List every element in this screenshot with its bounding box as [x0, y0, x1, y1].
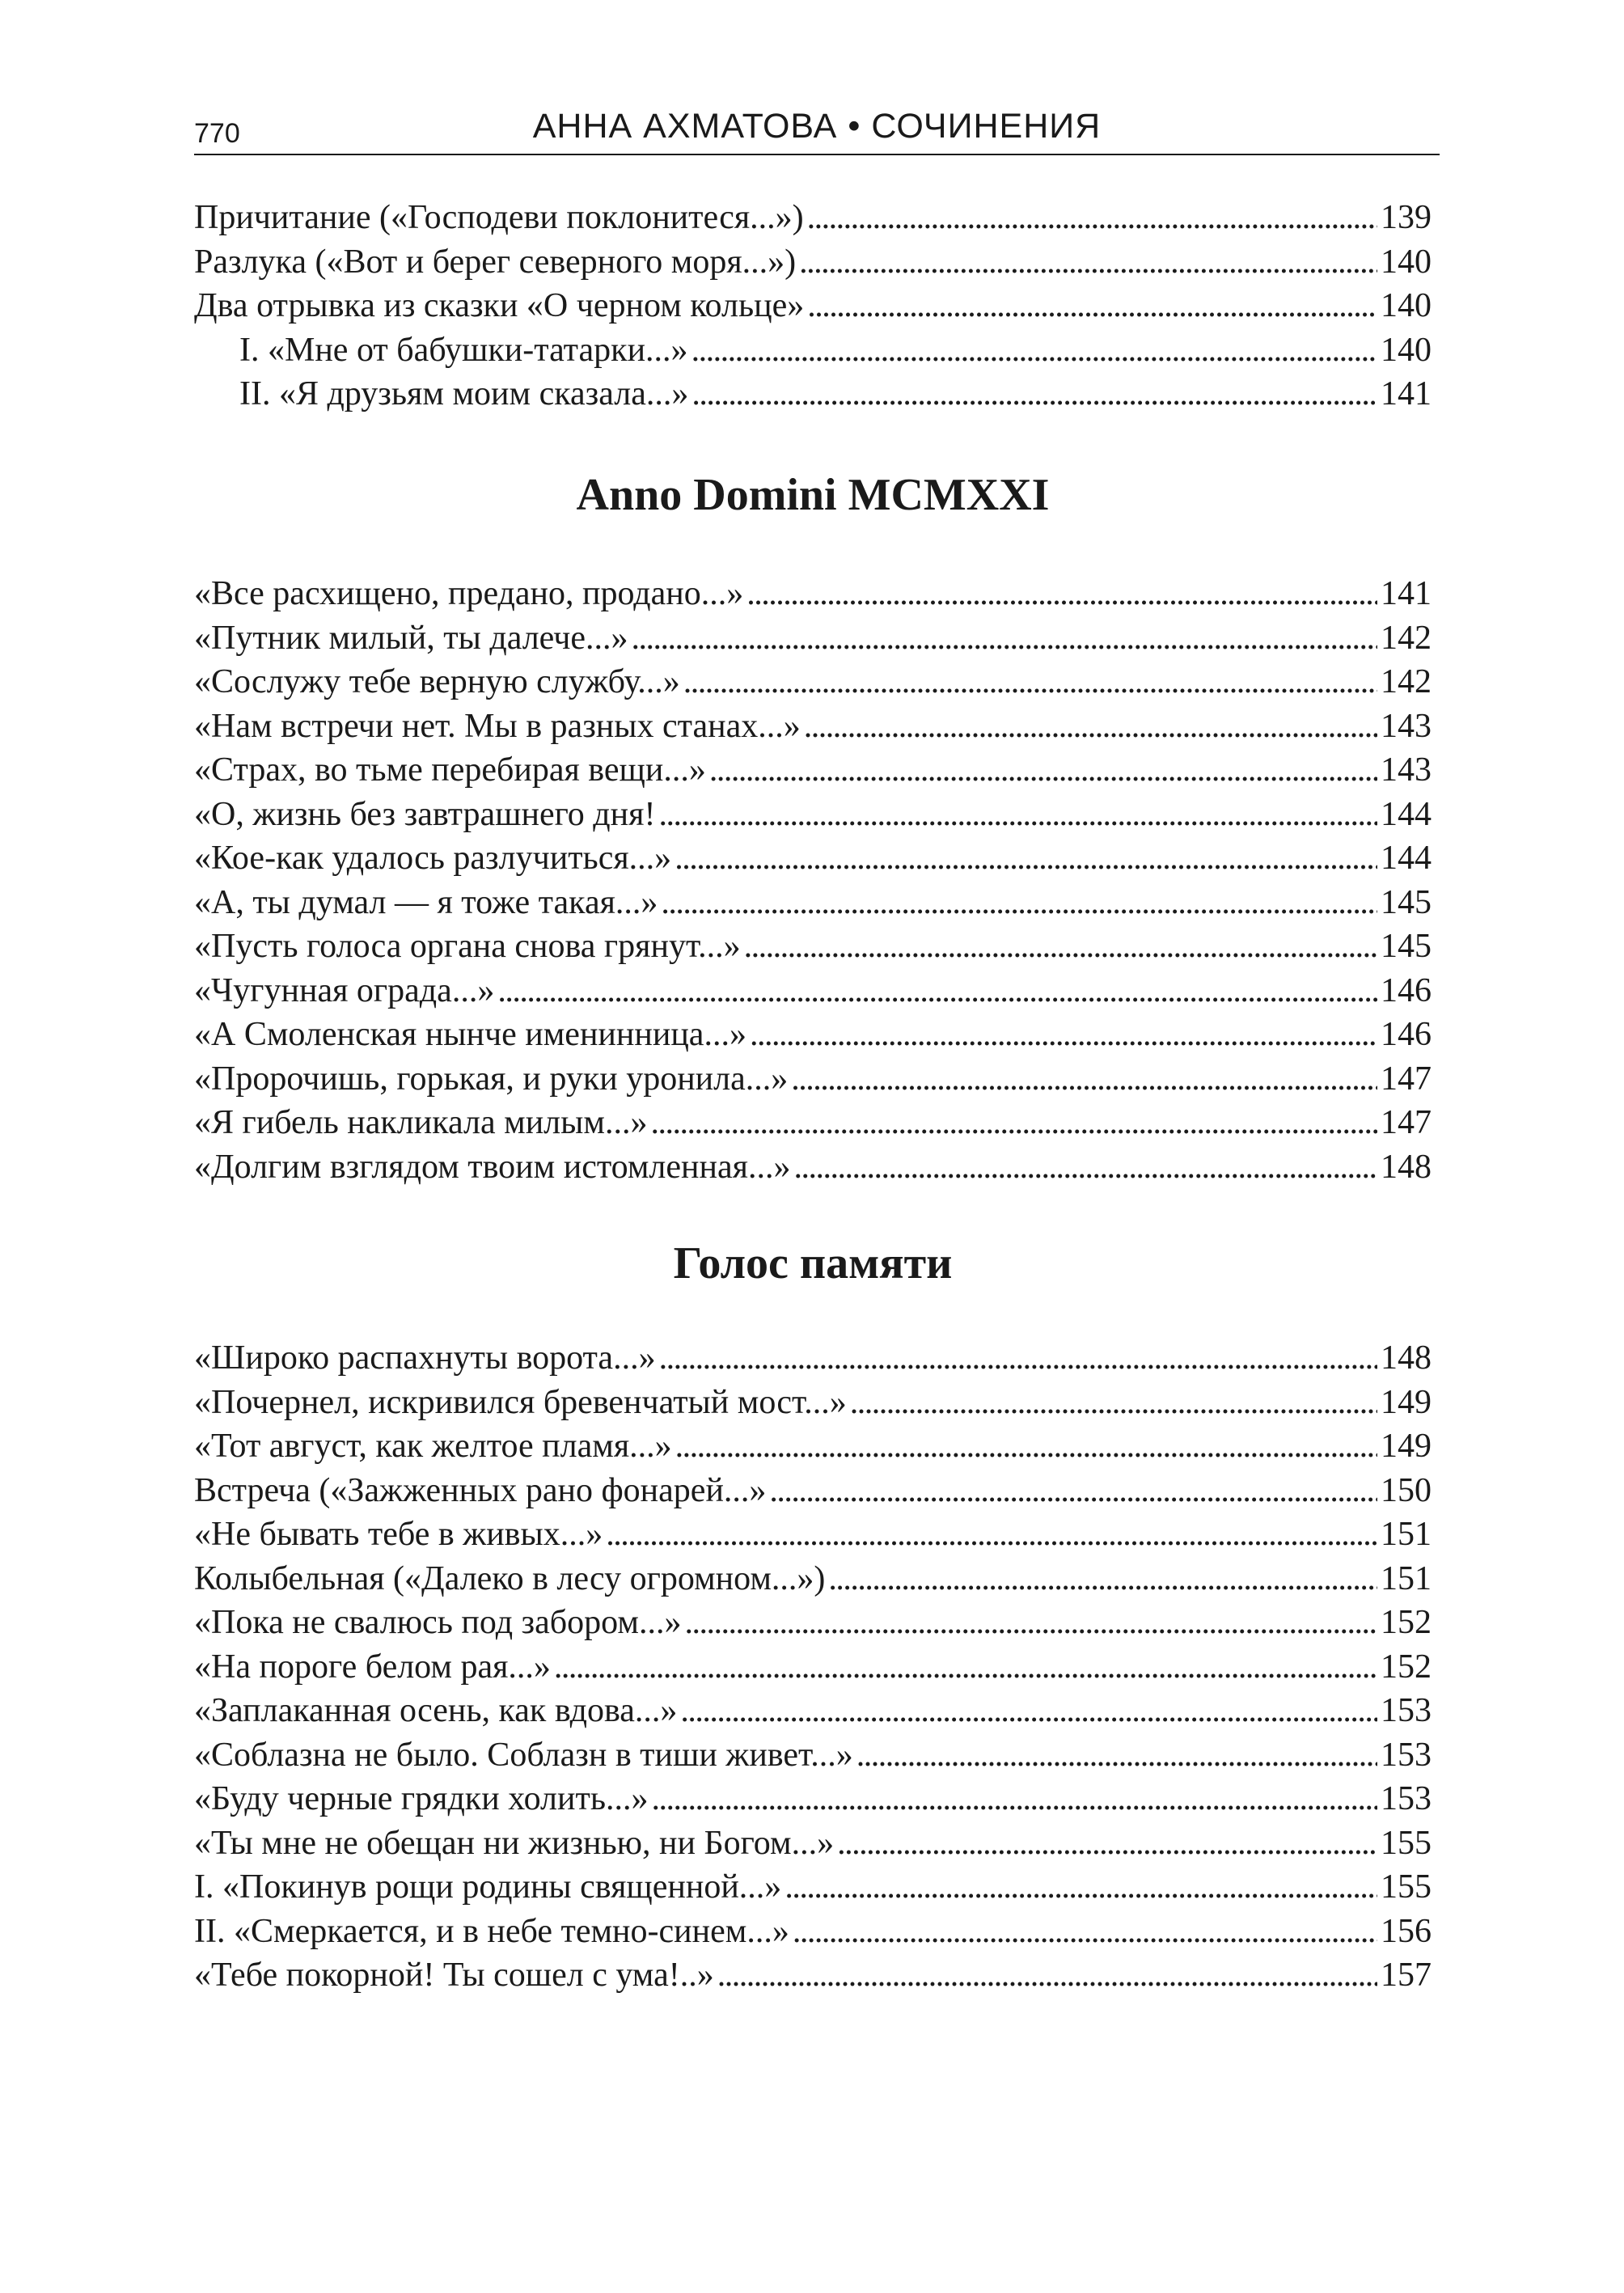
toc-entry	[194, 1912, 1432, 1957]
toc-dot-leader	[675, 839, 1377, 878]
toc-entry	[194, 286, 1432, 331]
toc-dot-leader	[804, 707, 1377, 746]
toc-dot-leader	[651, 1779, 1377, 1818]
toc-entry	[194, 1148, 1432, 1192]
toc-entry	[194, 574, 1432, 619]
toc-entry-page: 150	[1381, 1471, 1432, 1509]
toc-entry-page: 148	[1381, 1339, 1432, 1377]
toc-entry	[194, 751, 1432, 795]
toc-entry-page: 152	[1381, 1604, 1432, 1641]
toc-entry-page: 140	[1381, 243, 1432, 281]
toc-entry-title: «Чугунная ограда...»	[194, 971, 495, 1009]
toc-entry-page: 139	[1381, 199, 1432, 236]
toc-entry	[194, 1103, 1432, 1148]
running-head	[194, 104, 1440, 155]
toc-entry-title: «Путник милый, ты далече...»	[194, 619, 628, 657]
toc-group-continued	[194, 198, 1432, 419]
toc-entry	[194, 1015, 1432, 1060]
toc-entry-page: 141	[1381, 575, 1432, 612]
toc-dot-leader	[828, 1559, 1377, 1598]
toc-entry-page: 145	[1381, 883, 1432, 921]
toc-entry-page: 141	[1381, 375, 1432, 412]
toc-entry-title: Два отрывка из сказки «О черном кольце»	[194, 287, 805, 324]
toc-entry	[194, 1824, 1432, 1868]
toc-entry-title: «Сослужу тебе верную службу...»	[194, 663, 680, 700]
toc-entry-title: «Широко распахнуты ворота...»	[194, 1339, 656, 1377]
toc-entry-page: 146	[1381, 1016, 1432, 1053]
toc-entry	[194, 927, 1432, 971]
toc-entry-page: 151	[1381, 1559, 1432, 1597]
toc-entry-title: II. «Смеркается, и в небе темно-синем...»	[194, 1912, 789, 1950]
toc-entry	[194, 619, 1432, 663]
toc-dot-leader	[837, 1824, 1377, 1863]
toc-entry-page: 147	[1381, 1104, 1432, 1141]
toc-dot-leader	[769, 1471, 1377, 1510]
toc-entry	[194, 1736, 1432, 1780]
toc-dot-leader	[675, 1427, 1377, 1466]
toc-entry	[194, 331, 1432, 375]
toc-entry-title: II. «Я друзьям моим сказала...»	[239, 375, 689, 412]
toc-entry-title: «Соблазна не было. Соблазн в тиши живет...»	[194, 1736, 853, 1774]
toc-entry	[194, 1603, 1432, 1648]
toc-entry	[194, 1956, 1432, 2000]
toc-dot-leader	[709, 751, 1377, 789]
toc-dot-leader	[793, 1148, 1377, 1187]
toc-entry-title: «Нам встречи нет. Мы в разных станах...»	[194, 707, 801, 745]
toc-entry-title: «О, жизнь без завтрашнего дня!	[194, 795, 656, 833]
toc-entry	[194, 243, 1432, 287]
toc-entry-page: 146	[1381, 971, 1432, 1009]
running-title: АННА АХМАТОВА • СОЧИНЕНИЯ	[532, 107, 1102, 146]
toc-entry	[194, 1559, 1432, 1604]
toc-entry-page: 147	[1381, 1060, 1432, 1098]
toc-dot-leader	[691, 374, 1377, 413]
toc-entry	[194, 1060, 1432, 1104]
toc-entry-page: 153	[1381, 1780, 1432, 1817]
toc-entry	[194, 1868, 1432, 1912]
toc-entry-title: «А, ты думал — я тоже такая...»	[194, 883, 658, 921]
toc-entry	[194, 1691, 1432, 1736]
toc-dot-leader	[659, 1339, 1377, 1377]
toc-entry-page: 157	[1381, 1957, 1432, 1994]
toc-entry-title: «Не бывать тебе в живых...»	[194, 1516, 603, 1553]
toc-entry-title: «Кое-как удалось разлучиться...»	[194, 840, 672, 877]
toc-dot-leader	[807, 286, 1377, 325]
toc-entry	[194, 1339, 1432, 1383]
page-number: 770	[194, 118, 240, 149]
toc-dot-leader	[661, 883, 1377, 922]
toc-entry-title: Встреча («Зажженных рано фонарей...»	[194, 1471, 767, 1509]
toc-dot-leader	[717, 1956, 1377, 1995]
toc-dot-leader	[791, 1060, 1377, 1098]
toc-entry-title: Разлука («Вот и берег северного моря...»)	[194, 243, 797, 281]
toc-dot-leader	[793, 1912, 1377, 1951]
toc-entry	[194, 1471, 1432, 1516]
toc-entry-title: «Пророчишь, горькая, и руки уронила...»	[194, 1060, 789, 1098]
toc-entry-title: «Пусть голоса органа снова грянут...»	[194, 928, 741, 965]
toc-entry-title: «Ты мне не обещан ни жизнью, ни Богом...»	[194, 1824, 835, 1862]
toc-dot-leader	[691, 331, 1377, 370]
toc-entry-page: 143	[1381, 751, 1432, 789]
toc-entry-page: 144	[1381, 795, 1432, 833]
toc-entry-page: 142	[1381, 663, 1432, 700]
toc-dot-leader	[684, 1603, 1377, 1642]
toc-dot-leader	[856, 1736, 1377, 1775]
toc-entry-title: «А Смоленская нынче именинница...»	[194, 1016, 746, 1053]
toc-dot-leader	[680, 1691, 1377, 1730]
toc-dot-leader	[746, 574, 1377, 613]
toc-dot-leader	[632, 619, 1377, 658]
toc-dot-leader	[554, 1648, 1377, 1686]
section-heading-golos-pamyati: Голос памяти	[673, 1238, 953, 1288]
toc-dot-leader	[497, 971, 1377, 1010]
toc-entry	[194, 795, 1432, 840]
toc-entry	[194, 971, 1432, 1016]
toc-entry-page: 145	[1381, 928, 1432, 965]
toc-entry-page: 155	[1381, 1868, 1432, 1906]
toc-dot-leader	[799, 243, 1377, 281]
toc-entry-page: 148	[1381, 1148, 1432, 1186]
toc-entry-title: «Тебе покорной! Ты сошел с ума!..»	[194, 1957, 714, 1994]
toc-dot-leader	[658, 795, 1377, 834]
toc-entry-page: 140	[1381, 331, 1432, 369]
toc-dot-leader	[850, 1383, 1377, 1422]
toc-entry-page: 149	[1381, 1383, 1432, 1421]
toc-entry	[194, 198, 1432, 243]
toc-entry-page: 151	[1381, 1516, 1432, 1553]
toc-entry-title: Колыбельная («Далеко в лесу огромном...»)	[194, 1559, 826, 1597]
toc-entry-page: 144	[1381, 840, 1432, 877]
toc-entry-page: 149	[1381, 1428, 1432, 1465]
toc-dot-leader	[750, 1015, 1377, 1054]
toc-entry-page: 143	[1381, 707, 1432, 745]
toc-entry-page: 155	[1381, 1824, 1432, 1862]
toc-dot-leader	[744, 927, 1377, 966]
toc-entry-title: I. «Покинув рощи родины священной...»	[194, 1868, 782, 1906]
toc-entry	[194, 1648, 1432, 1692]
toc-entry	[194, 839, 1432, 883]
section-heading-anno-domini: Anno Domini MCMXXI	[576, 470, 1050, 520]
toc-dot-leader	[807, 198, 1377, 237]
toc-entry	[194, 662, 1432, 707]
toc-entry-page: 156	[1381, 1912, 1432, 1950]
toc-dot-leader	[650, 1103, 1377, 1142]
toc-entry-title: «Долгим взглядом твоим истомленная...»	[194, 1148, 791, 1186]
toc-entry-title: «На пороге белом рая...»	[194, 1648, 551, 1686]
toc-entry-title: «Заплаканная осень, как вдова...»	[194, 1692, 678, 1729]
toc-entry	[194, 1779, 1432, 1824]
toc-entry-page: 153	[1381, 1692, 1432, 1729]
toc-dot-leader	[785, 1868, 1377, 1906]
toc-entry	[194, 1383, 1432, 1428]
toc-entry-title: «Пока не свалюсь под забором...»	[194, 1604, 682, 1641]
toc-entry-page: 152	[1381, 1648, 1432, 1686]
toc-entry-page: 140	[1381, 287, 1432, 324]
toc-entry-title: I. «Мне от бабушки-татарки...»	[239, 331, 688, 369]
toc-entry-title: Причитание («Господеви поклонитеся...»)	[194, 199, 804, 236]
toc-entry-title: «Почернел, искривился бревенчатый мост...»	[194, 1383, 847, 1421]
toc-dot-leader	[683, 662, 1377, 701]
toc-dot-leader	[606, 1515, 1377, 1554]
toc-entry	[194, 374, 1432, 419]
toc-group-golos-pamyati	[194, 1339, 1432, 2000]
toc-group-anno-domini	[194, 574, 1432, 1191]
toc-entry-title: «Все расхищено, предано, продано...»	[194, 575, 744, 612]
toc-entry-page: 142	[1381, 619, 1432, 657]
toc-entry-title: «Буду черные грядки холить...»	[194, 1780, 649, 1817]
toc-entry	[194, 707, 1432, 751]
toc-entry	[194, 883, 1432, 928]
toc-entry	[194, 1515, 1432, 1559]
toc-entry	[194, 1427, 1432, 1471]
toc-entry-page: 153	[1381, 1736, 1432, 1774]
toc-entry-title: «Страх, во тьме перебирая вещи...»	[194, 751, 706, 789]
toc-entry-title: «Я гибель накликала милым...»	[194, 1104, 648, 1141]
toc-entry-title: «Тот август, как желтое пламя...»	[194, 1428, 672, 1465]
